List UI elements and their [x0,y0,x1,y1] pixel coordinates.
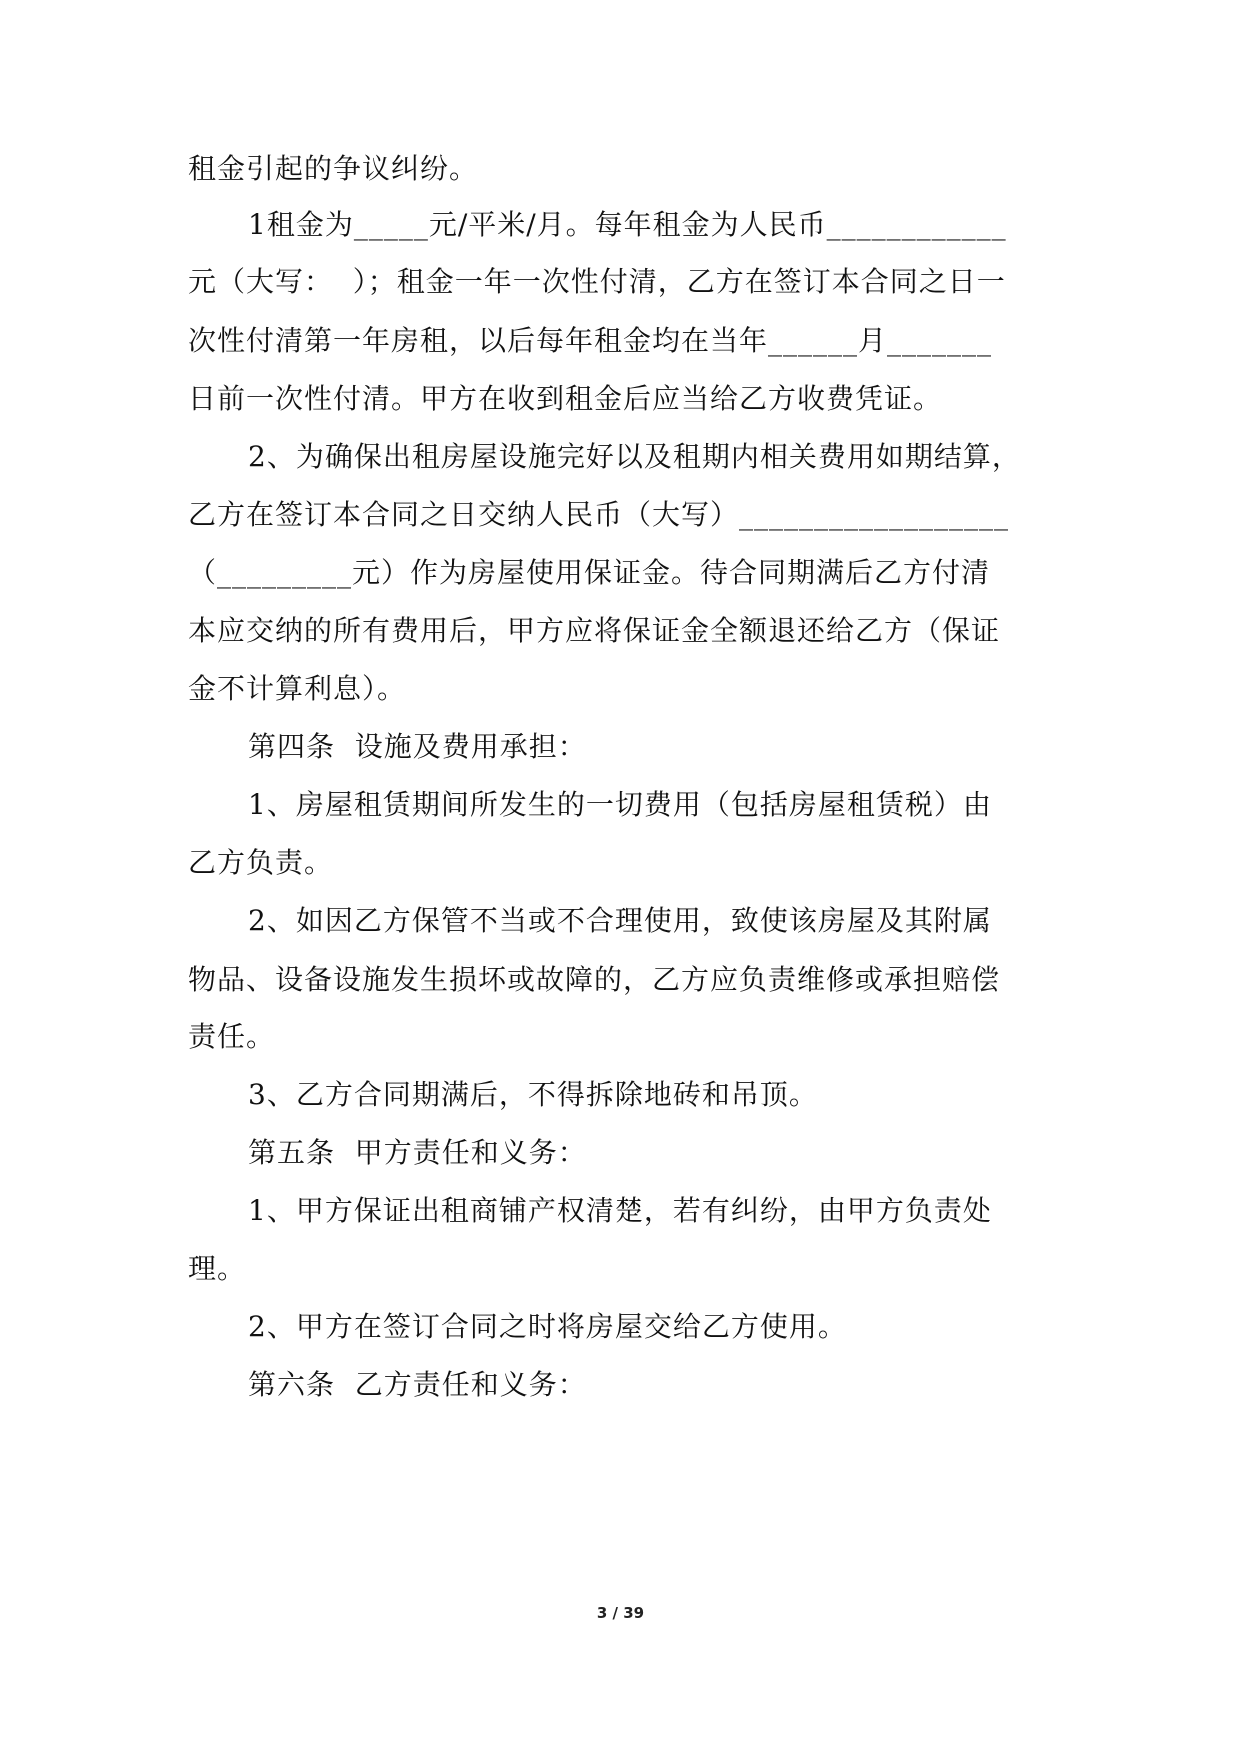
text-line: 次性付清第一年房租，以后每年租金均在当年______月_______ [188,324,993,357]
text-line: 本应交纳的所有费用后，甲方应将保证金全额退还给乙方（保证 [188,614,1001,647]
section-heading: 第六条 乙方责任和义务： [248,1368,587,1401]
text-line: 乙方在签订本合同之日交纳人民币（大写）__________________ [188,498,1010,531]
text-line: 元（大写： ）；租金一年一次性付清，乙方在签订本合同之日一 [188,265,1006,298]
text-line: 1、甲方保证出租商铺产权清楚，若有纠纷，由甲方负责处 [248,1194,992,1227]
page-number: 3 / 39 [596,1604,645,1622]
text-line: 2、如因乙方保管不当或不合理使用，致使该房屋及其附属 [248,904,992,937]
text-line: 1租金为_____元/平米/月。每年租金为人民币____________ [248,208,1007,241]
section-heading: 第五条 甲方责任和义务： [248,1136,587,1169]
text-line: 2、甲方在签订合同之时将房屋交给乙方使用。 [248,1310,847,1343]
text-line: 乙方负责。 [188,846,334,879]
text-line: 2、为确保出租房屋设施完好以及租期内相关费用如期结算， [248,440,1021,473]
section-heading: 第四条 设施及费用承担： [248,730,587,763]
text-line: 理。 [188,1252,247,1285]
text-line: 1、房屋租赁期间所发生的一切费用（包括房屋租赁税）由 [248,788,992,821]
text-line: 金不计算利息）。 [188,672,407,705]
text-line: 日前一次性付清。甲方在收到租金后应当给乙方收费凭证。 [188,382,943,415]
text-line: 租金引起的争议纠纷。 [188,152,479,185]
text-line: 物品、设备设施发生损坏或故障的，乙方应负责维修或承担赔偿 [188,963,1001,996]
text-line: 责任。 [188,1020,276,1053]
text-line: （_________元）作为房屋使用保证金。待合同期满后乙方付清 [188,556,991,589]
text-line: 3、乙方合同期满后，不得拆除地砖和吊顶。 [248,1078,818,1111]
